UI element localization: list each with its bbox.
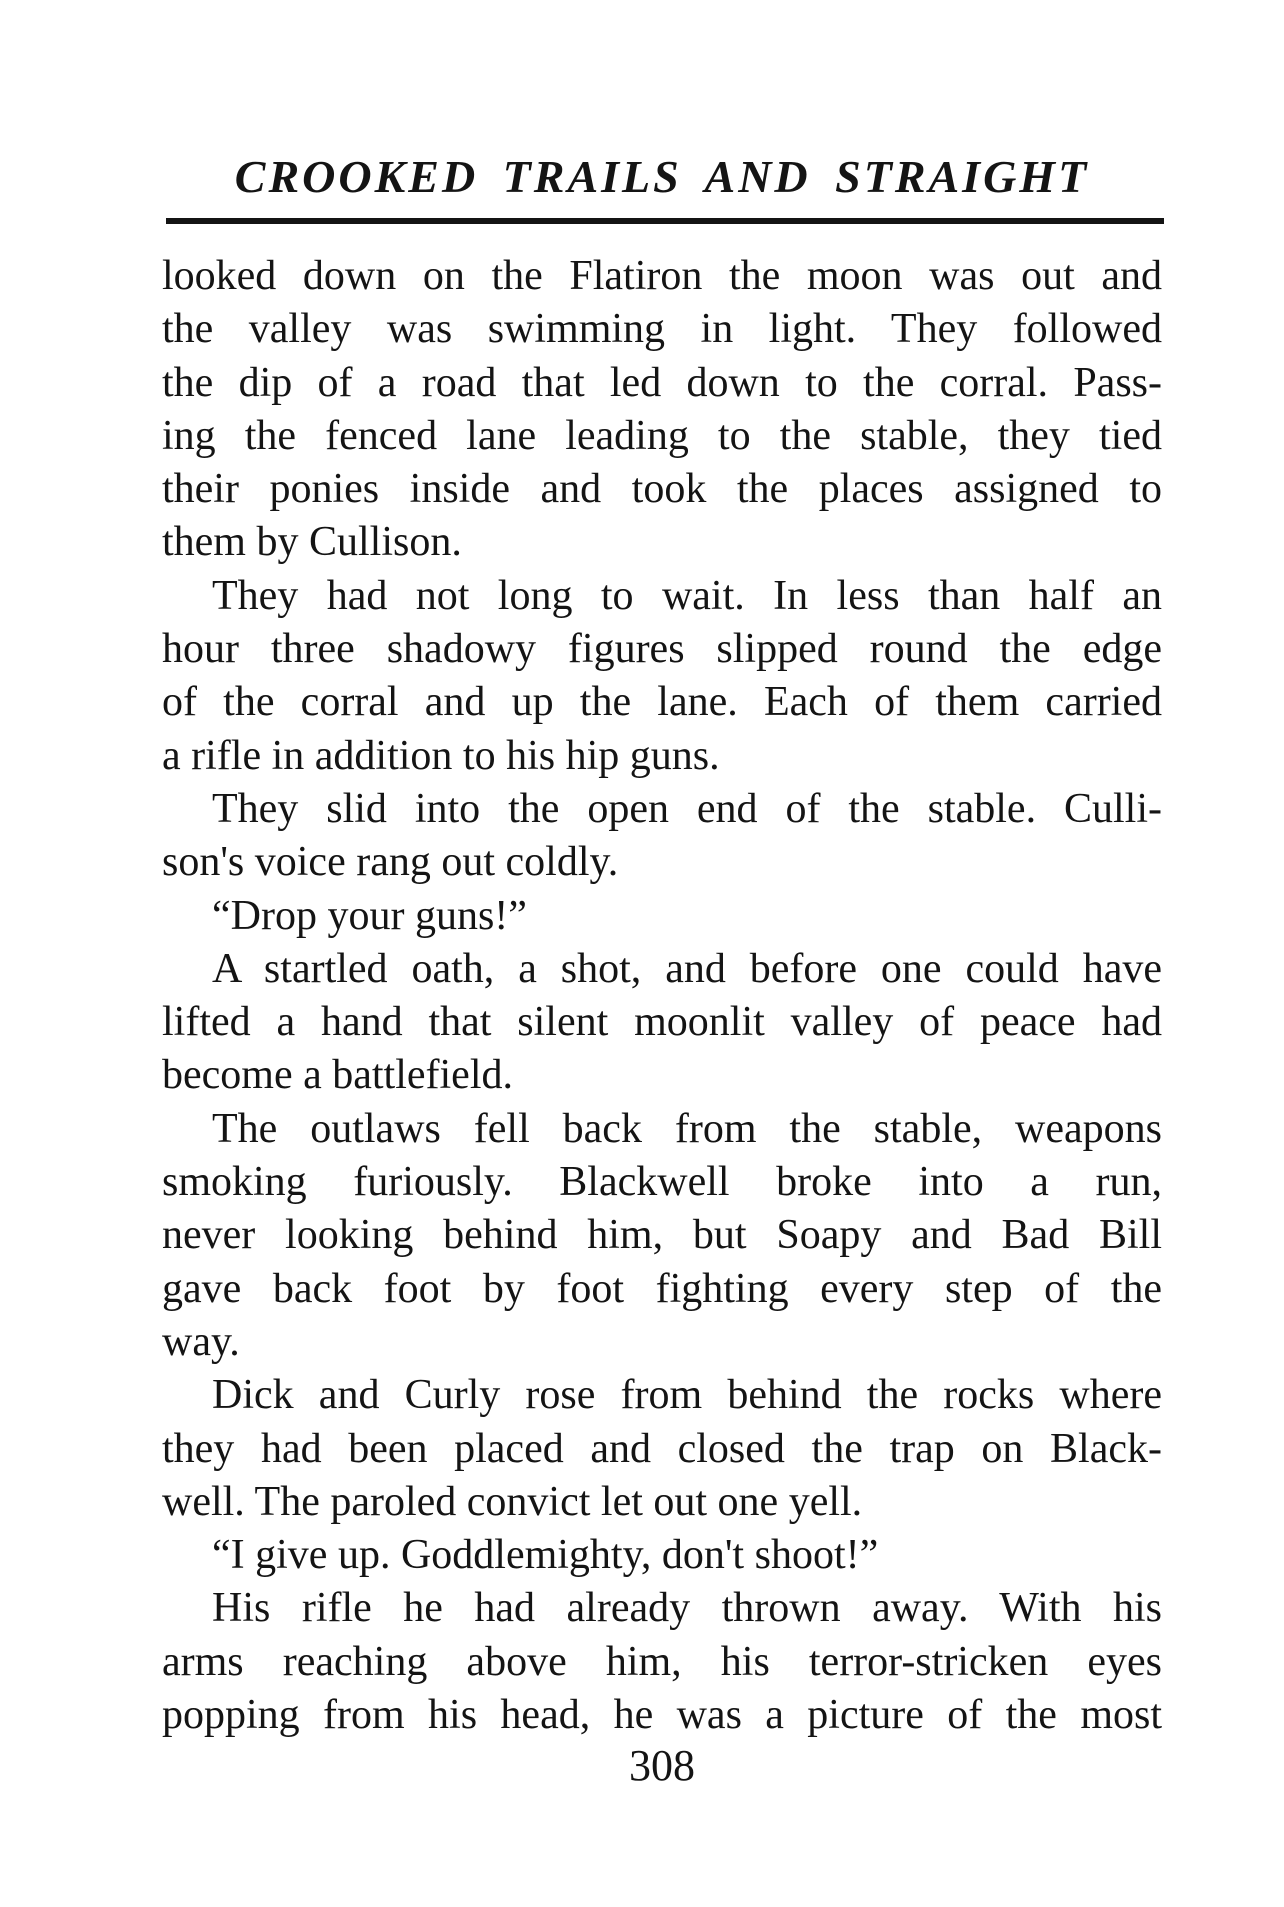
text-line: popping from his head, he was a picture of the most xyxy=(162,1692,1162,1739)
text-line: “Drop your guns!” xyxy=(212,892,527,939)
text-line: of the corral and up the lane. Each of them carried xyxy=(162,679,1162,726)
text-line: their ponies inside and took the places assigned to xyxy=(162,466,1162,513)
running-head: CROOKED TRAILS AND STRAIGHT xyxy=(234,151,1090,202)
text-line: them by Cullison. xyxy=(162,519,462,566)
text-line: the valley was swimming in light. They followed xyxy=(162,306,1162,353)
text-line: Dick and Curly rose from behind the rocks where xyxy=(212,1372,1162,1419)
text-line: looked down on the Flatiron the moon was out and xyxy=(162,253,1162,299)
text-line: arms reaching above him, his terror-stricken eyes xyxy=(162,1638,1162,1685)
text-line: The outlaws fell back from the stable, weapons xyxy=(212,1105,1162,1152)
body-text xyxy=(162,250,1162,1742)
header-rule xyxy=(166,218,1164,224)
text-line: hour three shadowy figures slipped round the edge xyxy=(162,626,1162,673)
text-line: His rifle he had already thrown away. With his xyxy=(212,1585,1162,1632)
text-line: never looking behind him, but Soapy and Bad Bill xyxy=(162,1212,1162,1259)
text-line: become a battlefield. xyxy=(162,1052,513,1099)
text-line: smoking furiously. Blackwell broke into a run, xyxy=(162,1159,1162,1206)
text-line: a rifle in addition to his hip guns. xyxy=(162,732,720,779)
text-line: the dip of a road that led down to the corral. Pass- xyxy=(162,359,1162,406)
text-line: lifted a hand that silent moonlit valley of peace had xyxy=(162,999,1162,1046)
text-line: ing the fenced lane leading to the stable, they tied xyxy=(162,412,1162,459)
text-line: A startled oath, a shot, and before one could have xyxy=(212,945,1162,992)
text-line: gave back foot by foot fighting every step of the xyxy=(162,1265,1162,1312)
page-number: 308 xyxy=(629,1741,695,1790)
text-line: son's voice rang out coldly. xyxy=(162,839,619,886)
text-line: They had not long to wait. In less than half an xyxy=(212,572,1162,619)
text-line: way. xyxy=(162,1318,240,1365)
text-line: “I give up. Goddlemighty, don't shoot!” xyxy=(212,1532,879,1579)
text-line: They slid into the open end of the stable. Culli- xyxy=(212,785,1162,832)
text-line: they had been placed and closed the trap on Black- xyxy=(162,1425,1162,1472)
text-line: well. The paroled convict let out one yell. xyxy=(162,1478,863,1525)
